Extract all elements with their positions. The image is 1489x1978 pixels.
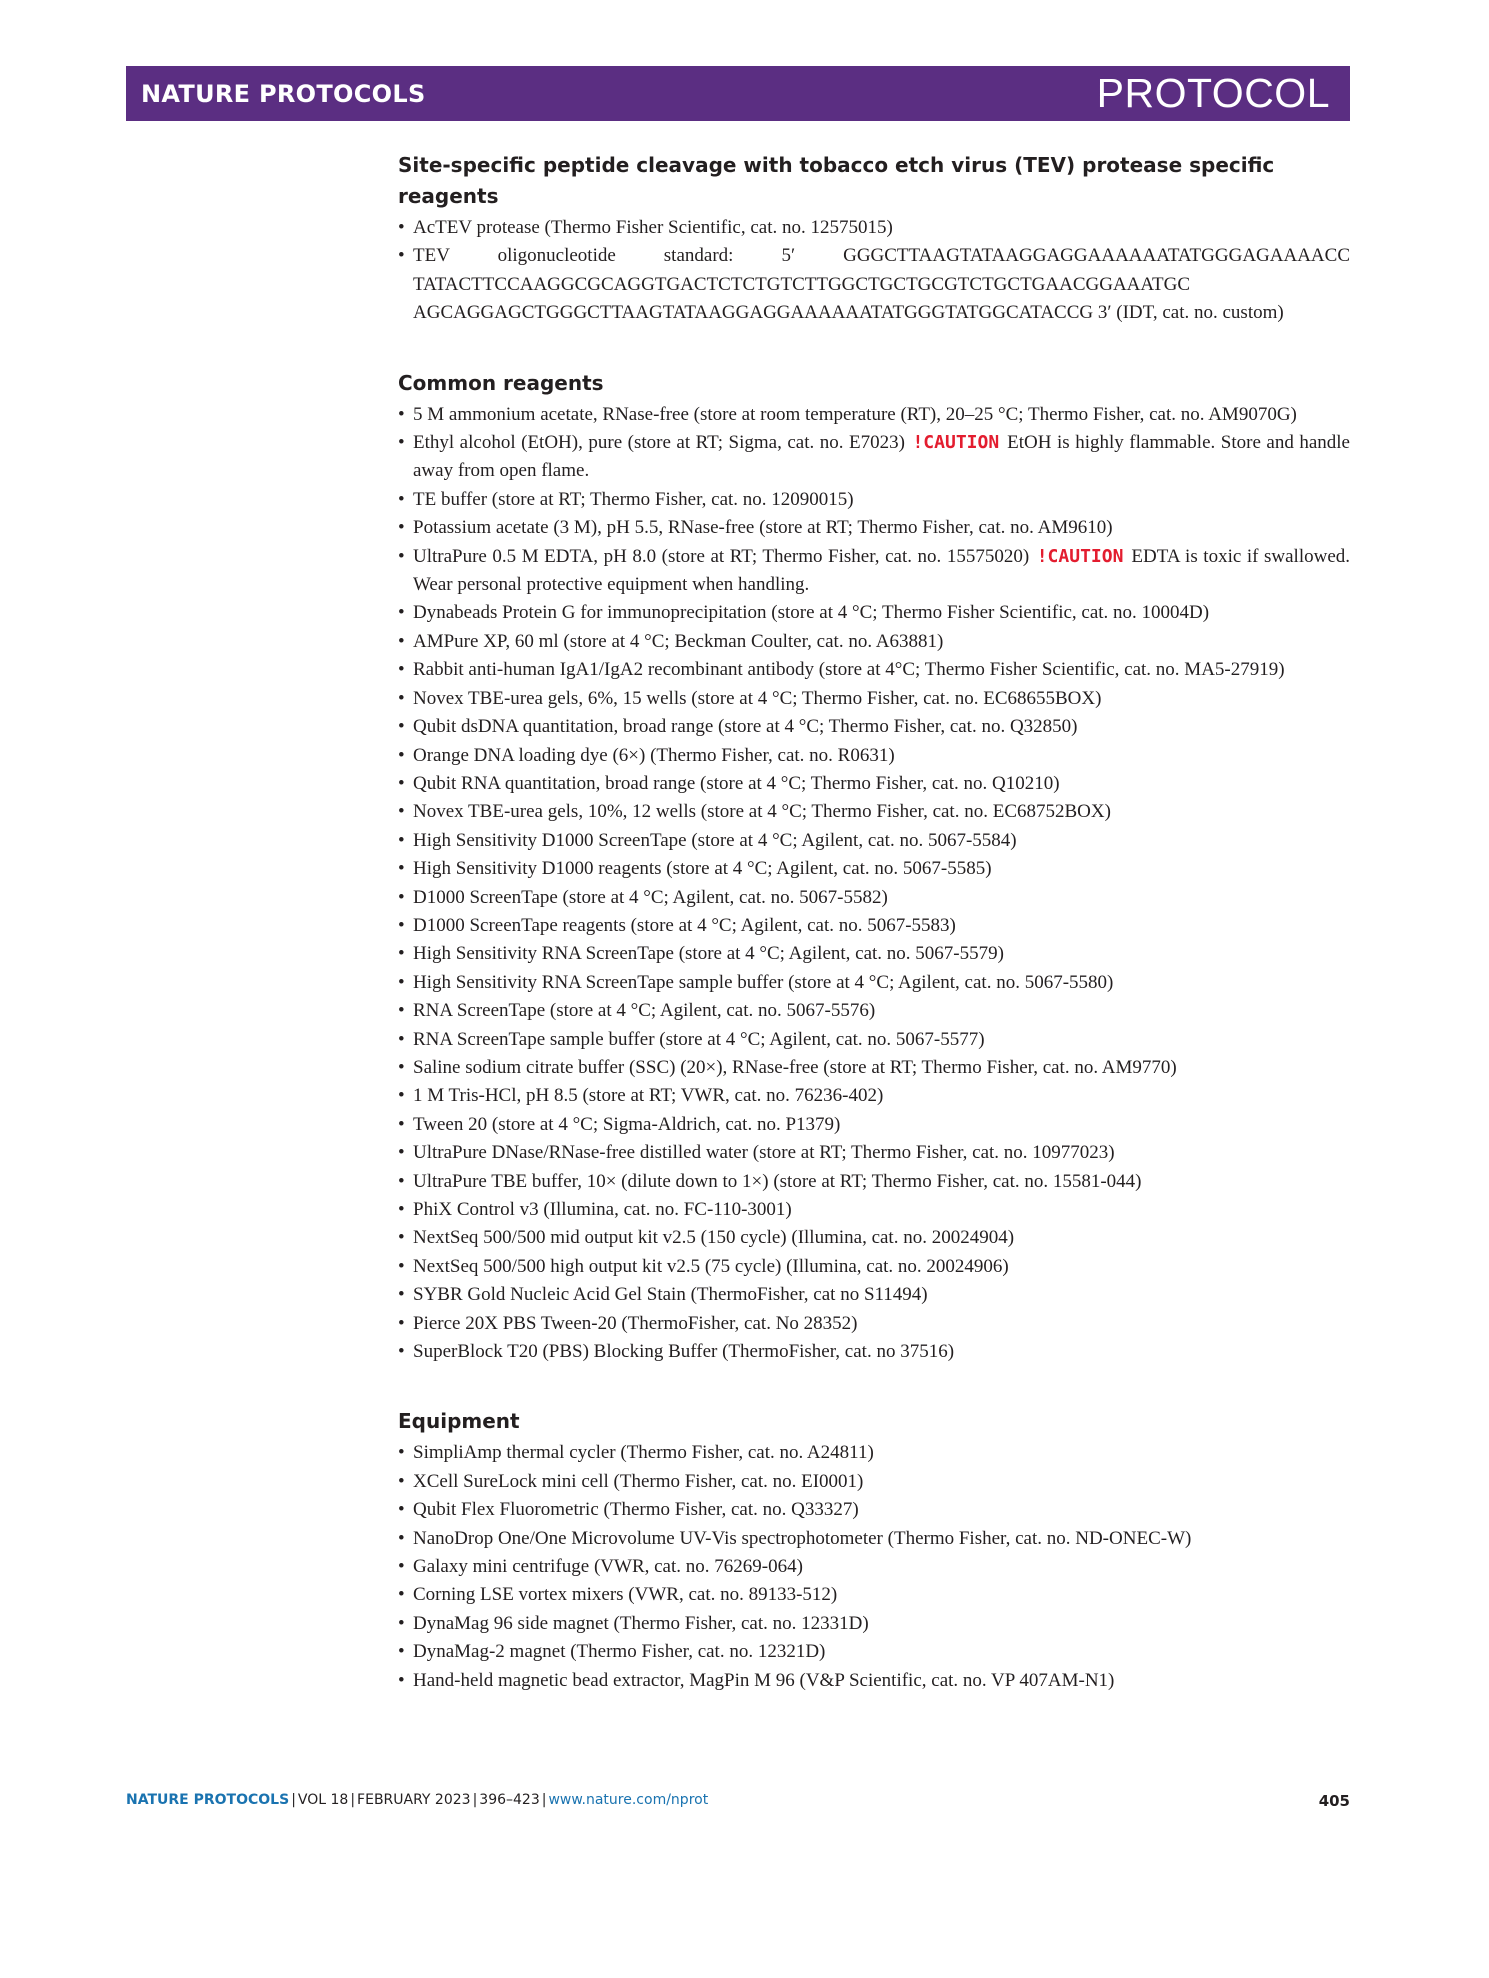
- list-item: [398, 1281, 1350, 1309]
- item-text: PhiX Control v3 (Illumina, cat. no. FC-110-3001): [413, 1199, 792, 1220]
- bullet-icon: •: [398, 1255, 405, 1277]
- journal-name: NATURE PROTOCOLS: [141, 79, 426, 108]
- list-item: [398, 1610, 1350, 1638]
- bullet-icon: •: [398, 716, 405, 738]
- list-item: [398, 1196, 1350, 1224]
- item-text: Potassium acetate (3 M), pH 5.5, RNase-free (store at RT; Thermo Fisher, cat. no. AM9610): [413, 517, 1113, 539]
- list-item: [398, 1224, 1350, 1252]
- item-list: [398, 401, 1350, 1367]
- list-item: [398, 1111, 1350, 1139]
- bullet-icon: •: [398, 1113, 405, 1135]
- list-item: [398, 1439, 1350, 1467]
- bullet-icon: •: [398, 1312, 405, 1334]
- list-item: [398, 1026, 1350, 1054]
- list-item: [398, 1496, 1350, 1524]
- bullet-icon: •: [398, 1056, 405, 1078]
- footer-volume: VOL 18: [297, 1792, 349, 1808]
- item-text: Saline sodium citrate buffer (SSC) (20×), RNase-free (store at RT; Thermo Fisher, cat. no. AM9770): [413, 1056, 1177, 1078]
- section-title: Common reagents: [398, 370, 604, 395]
- list-item: [398, 242, 1350, 327]
- bullet-icon: •: [398, 772, 405, 794]
- list-item: [398, 713, 1350, 741]
- item-text: TE buffer (store at RT; Thermo Fisher, cat. no. 12090015): [413, 488, 854, 510]
- item-text: Qubit Flex Fluorometric (Thermo Fisher, cat. no. Q33327): [413, 1499, 859, 1521]
- bullet-icon: •: [398, 1341, 405, 1363]
- list-item: [398, 1667, 1350, 1695]
- item-list: [398, 214, 1350, 328]
- list-item: [398, 429, 1350, 486]
- list-item: [398, 401, 1350, 429]
- list-item: [398, 912, 1350, 940]
- list-item: [398, 1054, 1350, 1082]
- item-text: D1000 ScreenTape reagents (store at 4 °C; Agilent, cat. no. 5067-5583): [413, 914, 956, 936]
- item-text: Galaxy mini centrifuge (VWR, cat. no. 76269-064): [413, 1556, 803, 1578]
- item-text: High Sensitivity RNA ScreenTape sample buffer (store at 4 °C; Agilent, cat. no. 5067-5580): [413, 971, 1114, 993]
- bullet-icon: •: [398, 1584, 405, 1606]
- item-text: High Sensitivity D1000 ScreenTape (store at 4 °C; Agilent, cat. no. 5067-5584): [413, 829, 1017, 851]
- item-list: [398, 1439, 1350, 1695]
- caution-text: EDTA is toxic if swallowed. Wear personal protective equipment when handling.: [413, 545, 1350, 596]
- footer-issue: FEBRUARY 2023: [357, 1792, 471, 1808]
- item-text: Hand-held magnetic bead extractor, MagPin M 96 (V&P Scientific, cat. no. VP 407AM-N1): [413, 1669, 1115, 1691]
- list-item: [398, 685, 1350, 713]
- item-text: SimpliAmp thermal cycler (Thermo Fisher, cat. no. A24811): [413, 1442, 874, 1464]
- list-item: [398, 1082, 1350, 1110]
- footer-citation: [126, 1792, 708, 1808]
- list-item: [398, 514, 1350, 542]
- caution-label: !CAUTION: [1036, 545, 1124, 567]
- bullet-icon: •: [398, 943, 405, 965]
- bullet-icon: •: [398, 1442, 405, 1464]
- bullet-icon: •: [398, 602, 405, 624]
- list-item: [398, 997, 1350, 1025]
- section-title: Equipment: [398, 1409, 520, 1434]
- item-text: Corning LSE vortex mixers (VWR, cat. no. 89133-512): [413, 1584, 838, 1606]
- item-text: High Sensitivity D1000 reagents (store at 4 °C; Agilent, cat. no. 5067-5585): [413, 858, 992, 880]
- section-equipment: [398, 1406, 1350, 1695]
- item-text: High Sensitivity RNA ScreenTape (store at 4 °C; Agilent, cat. no. 5067-5579): [413, 943, 1004, 965]
- list-item: [398, 855, 1350, 883]
- list-item: [398, 1310, 1350, 1338]
- list-item: [398, 969, 1350, 997]
- bullet-icon: •: [398, 1669, 405, 1691]
- bullet-icon: •: [398, 1470, 405, 1492]
- footer-separator: |: [541, 1792, 547, 1808]
- list-item: [398, 770, 1350, 798]
- bullet-icon: •: [398, 886, 405, 908]
- item-text: Novex TBE-urea gels, 10%, 12 wells (store at 4 °C; Thermo Fisher, cat. no. EC68752BOX): [413, 801, 1111, 823]
- list-item: [398, 1253, 1350, 1281]
- bullet-icon: •: [398, 744, 405, 766]
- item-text: NextSeq 500/500 high output kit v2.5 (75 cycle) (Illumina, cat. no. 20024906): [413, 1255, 1009, 1277]
- item-text: SYBR Gold Nucleic Acid Gel Stain (ThermoFisher, cat no S11494): [413, 1284, 928, 1306]
- page-footer: [126, 1792, 1350, 1816]
- bullet-icon: •: [398, 1028, 405, 1050]
- footer-separator: |: [350, 1792, 356, 1808]
- list-item: [398, 1468, 1350, 1496]
- item-text: DynaMag 96 side magnet (Thermo Fisher, cat. no. 12331D): [413, 1612, 869, 1634]
- list-item: [398, 599, 1350, 627]
- bullet-icon: •: [398, 630, 405, 652]
- item-text: TEV oligonucleotide standard: 5′ GGGCTTAAGTATAAGGAGGAAAAAATATGGGAGAAAACC TATACTTCCAAGGCGCAGGTGACTCTCTGTCTTGGCTGCTGCGTCTGCTGAACGGAAATGC AGCAGGAGCTGGGCTTAAGTATAAGGAGGAAAAAATATGGGTATGGCATACCG 3′ (IDT, cat. no. custom): [413, 245, 1350, 324]
- bullet-icon: •: [398, 858, 405, 880]
- list-item: [398, 1338, 1350, 1366]
- bullet-icon: •: [398, 914, 405, 936]
- bullet-icon: •: [398, 432, 405, 454]
- item-text: Tween 20 (store at 4 °C; Sigma-Aldrich, cat. no. P1379): [413, 1113, 841, 1135]
- bullet-icon: •: [398, 829, 405, 851]
- list-item: [398, 742, 1350, 770]
- list-item: [398, 543, 1350, 600]
- item-text: NextSeq 500/500 mid output kit v2.5 (150 cycle) (Illumina, cat. no. 20024904): [413, 1227, 1015, 1249]
- item-text: Novex TBE-urea gels, 6%, 15 wells (store at 4 °C; Thermo Fisher, cat. no. EC68655BOX): [413, 687, 1102, 709]
- item-text: D1000 ScreenTape (store at 4 °C; Agilent, cat. no. 5067-5582): [413, 886, 888, 908]
- item-text: AMPure XP, 60 ml (store at 4 °C; Beckman Coulter, cat. no. A63881): [413, 630, 944, 652]
- list-item: [398, 798, 1350, 826]
- item-text: UltraPure DNase/RNase-free distilled water (store at RT; Thermo Fisher, cat. no. 10977023): [413, 1142, 1115, 1164]
- bullet-icon: •: [398, 1170, 405, 1192]
- bullet-icon: •: [398, 1000, 405, 1022]
- list-item: [398, 1525, 1350, 1553]
- item-text: Orange DNA loading dye (6×) (Thermo Fisher, cat. no. R0631): [413, 744, 895, 766]
- bullet-icon: •: [398, 1499, 405, 1521]
- bullet-icon: •: [398, 245, 405, 267]
- list-item: [398, 656, 1350, 684]
- item-text: XCell SureLock mini cell (Thermo Fisher, cat. no. EI0001): [413, 1470, 864, 1492]
- bullet-icon: •: [398, 1284, 405, 1306]
- bullet-icon: •: [398, 687, 405, 709]
- list-item: [398, 827, 1350, 855]
- bullet-icon: •: [398, 1227, 405, 1249]
- footer-separator: |: [291, 1792, 296, 1808]
- list-item: [398, 1168, 1350, 1196]
- bullet-icon: •: [398, 971, 405, 993]
- bullet-icon: •: [398, 1199, 405, 1220]
- list-item: [398, 1638, 1350, 1666]
- list-item: [398, 1581, 1350, 1609]
- item-text: Ethyl alcohol (EtOH), pure (store at RT; Sigma, cat. no. E7023): [413, 432, 905, 454]
- bullet-icon: •: [398, 1612, 405, 1634]
- bullet-icon: •: [398, 403, 405, 425]
- list-item: [398, 884, 1350, 912]
- list-item: [398, 486, 1350, 514]
- caution-label: !CAUTION: [912, 432, 1000, 454]
- item-text: Qubit RNA quantitation, broad range (store at 4 °C; Thermo Fisher, cat. no. Q10210): [413, 772, 1060, 794]
- journal-banner: [126, 66, 1350, 121]
- bullet-icon: •: [398, 1142, 405, 1164]
- item-text: SuperBlock T20 (PBS) Blocking Buffer (ThermoFisher, cat. no 37516): [413, 1341, 955, 1363]
- caution-text: EtOH is highly flammable. Store and handle away from open flame.: [413, 432, 1350, 482]
- item-text: Qubit dsDNA quantitation, broad range (store at 4 °C; Thermo Fisher, cat. no. Q32850): [413, 716, 1078, 738]
- bullet-icon: •: [398, 1556, 405, 1578]
- footer-pages: 396–423: [479, 1792, 540, 1808]
- list-item: [398, 940, 1350, 968]
- list-item: [398, 628, 1350, 656]
- item-text: UltraPure TBE buffer, 10× (dilute down to 1×) (store at RT; Thermo Fisher, cat. no. 15581-044): [413, 1170, 1142, 1192]
- list-item: [398, 1553, 1350, 1581]
- item-text: RNA ScreenTape sample buffer (store at 4 °C; Agilent, cat. no. 5067-5577): [413, 1028, 985, 1050]
- bullet-icon: •: [398, 545, 405, 567]
- footer-journal: NATURE PROTOCOLS: [126, 1792, 290, 1808]
- main-content: [398, 150, 1350, 1695]
- bullet-icon: •: [398, 1527, 405, 1549]
- article-type: PROTOCOL: [1096, 70, 1330, 116]
- item-text: NanoDrop One/One Microvolume UV-Vis spectrophotometer (Thermo Fisher, cat. no. ND-ONEC-W): [413, 1527, 1192, 1549]
- item-text: Dynabeads Protein G for immunoprecipitation (store at 4 °C; Thermo Fisher Scientific, cat. no. 10004D): [413, 602, 1210, 624]
- bullet-icon: •: [398, 801, 405, 823]
- item-text: Rabbit anti-human IgA1/IgA2 recombinant antibody (store at 4°C; Thermo Fisher Scientific, cat. no. MA5-27919): [413, 659, 1285, 681]
- section-title: Site-specific peptide cleavage with tobacco etch virus (TEV) protease specific reagents: [398, 153, 1275, 208]
- page-number: 405: [1318, 1792, 1350, 1810]
- bullet-icon: •: [398, 1085, 405, 1107]
- list-item: [398, 1139, 1350, 1167]
- item-text: UltraPure 0.5 M EDTA, pH 8.0 (store at RT; Thermo Fisher, cat. no. 15575020): [413, 545, 1030, 567]
- item-text: 5 M ammonium acetate, RNase-free (store at room temperature (RT), 20–25 °C; Thermo Fisher, cat. no. AM9070G): [413, 403, 1297, 425]
- section-common-reagents: [398, 368, 1350, 1367]
- bullet-icon: •: [398, 488, 405, 510]
- bullet-icon: •: [398, 517, 405, 539]
- footer-separator: |: [472, 1792, 478, 1808]
- section-site-specific-peptide-cleavage-with-toba: [398, 150, 1350, 328]
- item-text: DynaMag-2 magnet (Thermo Fisher, cat. no. 12321D): [413, 1641, 826, 1663]
- item-text: 1 M Tris-HCl, pH 8.5 (store at RT; VWR, cat. no. 76236-402): [413, 1085, 884, 1107]
- item-text: RNA ScreenTape (store at 4 °C; Agilent, cat. no. 5067-5576): [413, 1000, 876, 1022]
- bullet-icon: •: [398, 659, 405, 681]
- item-text: AcTEV protease (Thermo Fisher Scientific, cat. no. 12575015): [413, 217, 893, 238]
- item-text: Pierce 20X PBS Tween-20 (ThermoFisher, cat. No 28352): [413, 1312, 858, 1334]
- bullet-icon: •: [398, 217, 405, 238]
- bullet-icon: •: [398, 1641, 405, 1663]
- footer-url-link[interactable]: www.nature.com/nprot: [548, 1792, 709, 1808]
- list-item: [398, 214, 1350, 242]
